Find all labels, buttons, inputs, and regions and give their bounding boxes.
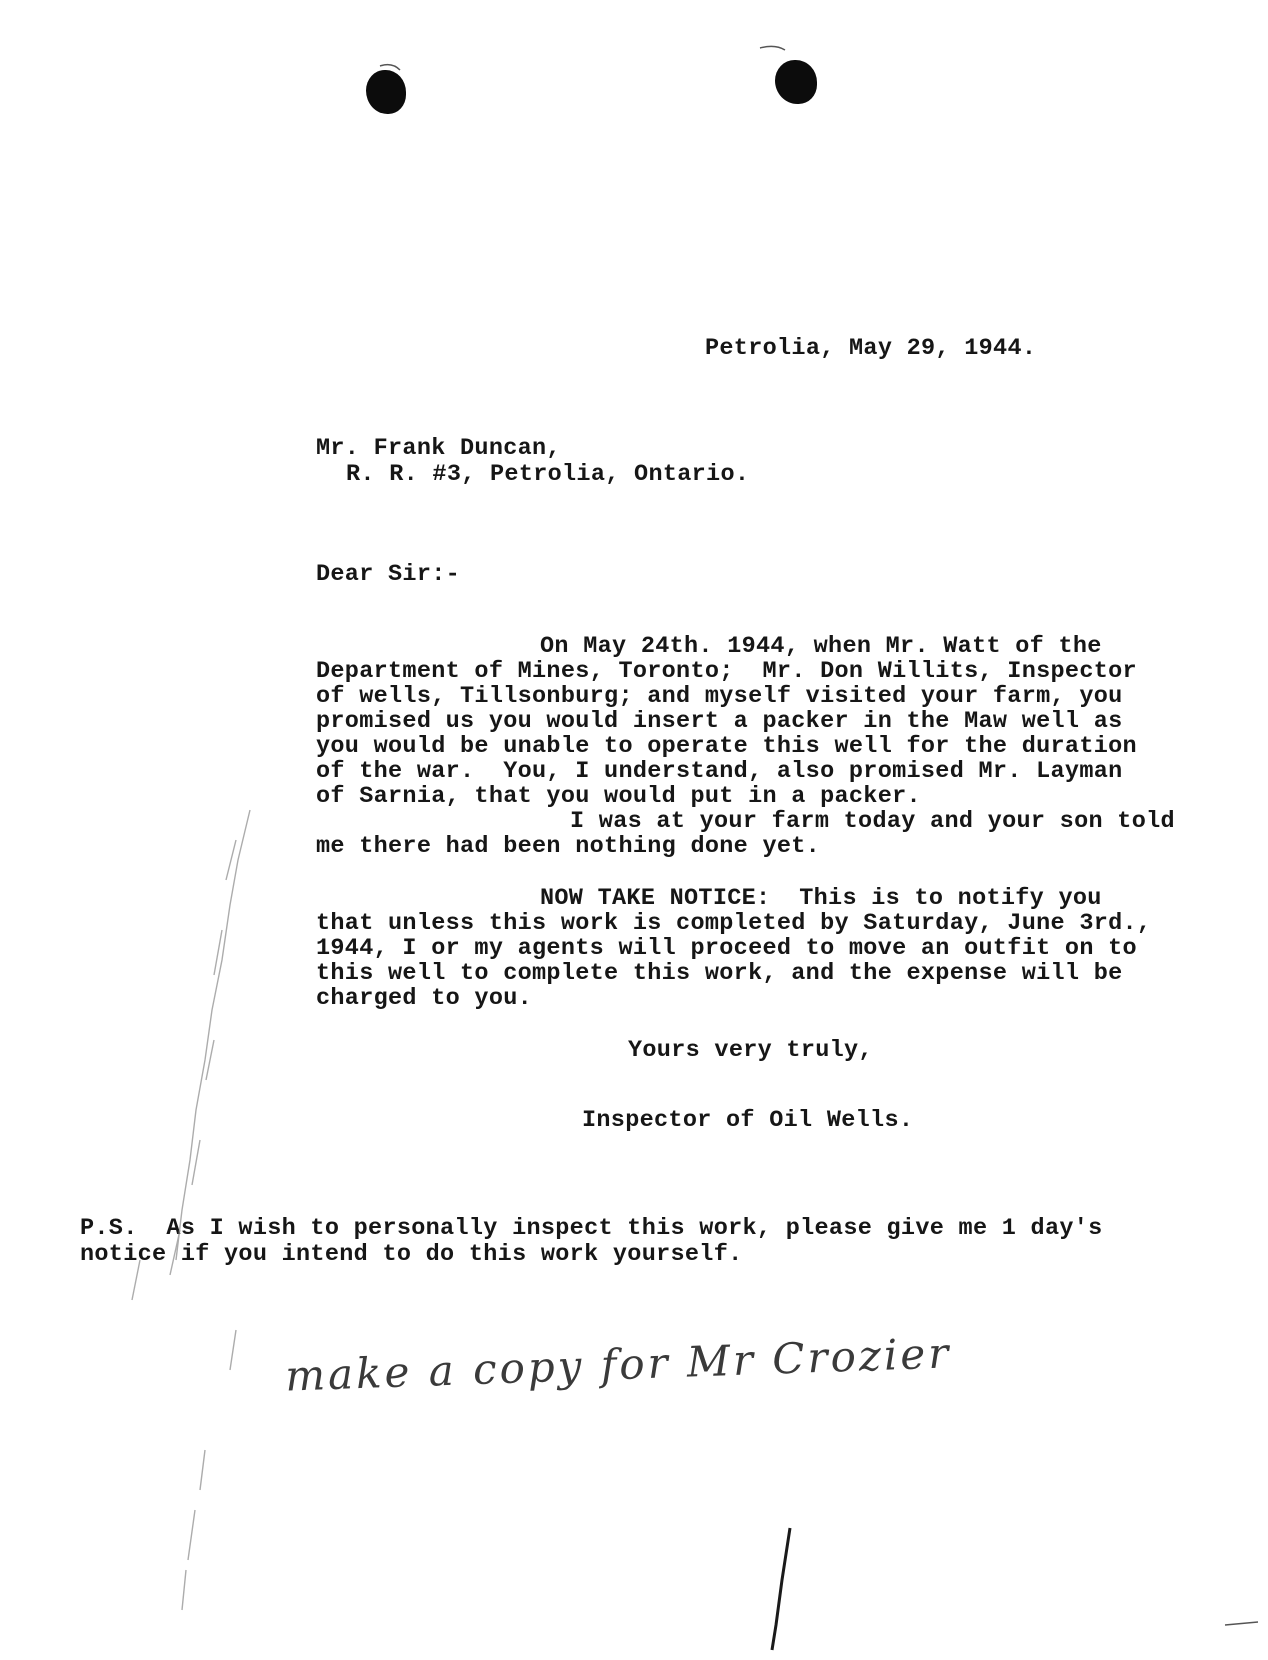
body-line: of Sarnia, that you would put in a packer.: [316, 783, 921, 810]
body-line: I was at your farm today and your son told: [570, 808, 1175, 835]
salutation: Dear Sir:-: [316, 561, 461, 588]
handwritten-note: make a copy for Mr Crozier: [284, 1328, 953, 1401]
body-line: promised us you would insert a packer in the Maw well as: [316, 708, 1123, 735]
notice-line: charged to you.: [316, 985, 533, 1012]
body-line: you would be unable to operate this well for the duration: [316, 733, 1137, 760]
body-line: Department of Mines, Toronto; Mr. Don Willits, Inspector: [316, 658, 1137, 685]
recipient-address: R. R. #3, Petrolia, Ontario.: [346, 461, 750, 488]
body-line: me there had been nothing done yet.: [316, 833, 821, 860]
body-line: of the war. You, I understand, also promised Mr. Layman: [316, 758, 1123, 785]
postscript-line: notice if you intend to do this work yourself.: [80, 1241, 743, 1268]
closing: Yours very truly,: [628, 1037, 873, 1064]
notice-line: that unless this work is completed by Saturday, June 3rd.,: [316, 910, 1152, 937]
signature-title: Inspector of Oil Wells.: [582, 1107, 914, 1134]
notice-line: this well to complete this work, and the expense will be: [316, 960, 1123, 987]
postscript-line: P.S. As I wish to personally inspect this work, please give me 1 day's: [80, 1215, 1103, 1242]
notice-line: NOW TAKE NOTICE: This is to notify you: [540, 885, 1102, 912]
notice-line: 1944, I or my agents will proceed to move an outfit on to: [316, 935, 1137, 962]
body-line: of wells, Tillsonburg; and myself visited your farm, you: [316, 683, 1123, 710]
body-line: On May 24th. 1944, when Mr. Watt of the: [540, 633, 1102, 660]
recipient-name: Mr. Frank Duncan,: [316, 435, 561, 462]
dateline: Petrolia, May 29, 1944.: [705, 335, 1037, 362]
